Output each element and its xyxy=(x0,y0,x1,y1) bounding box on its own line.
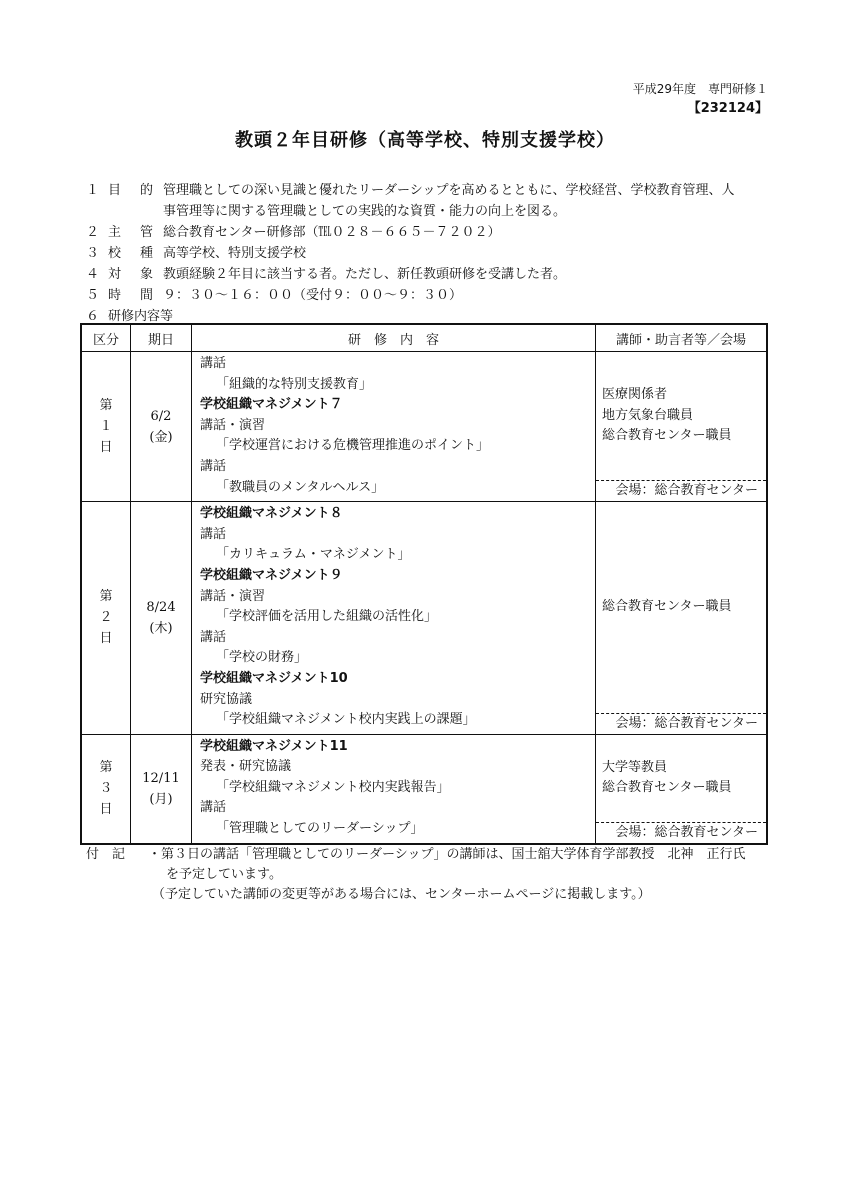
item-label xyxy=(108,243,163,264)
session-format: 講話 xyxy=(200,800,227,816)
day-label-char: 第 xyxy=(99,589,113,605)
overview-list xyxy=(86,180,776,327)
day-label-char: 第 xyxy=(99,760,113,776)
date-cell xyxy=(131,352,192,502)
item-label-char: 間 xyxy=(139,288,153,303)
schedule-row xyxy=(81,734,767,844)
day-label-char: ３ xyxy=(99,781,113,797)
item-label xyxy=(108,180,163,201)
schedule-table xyxy=(80,323,768,845)
date-value: 12/11 xyxy=(142,770,180,786)
day-label-char: ２ xyxy=(99,610,113,626)
page-title: 教頭２年目研修（高等学校、特別支援学校） xyxy=(235,130,615,151)
item-label-char: 象 xyxy=(139,267,153,282)
session-format: 講話・演習 xyxy=(200,588,266,604)
day-label-char: １ xyxy=(99,419,113,435)
lecture-topic: 「教職員のメンタルヘルス」 xyxy=(216,479,385,495)
lecturer-name: 総合教育センター職員 xyxy=(602,599,732,615)
lecture-topic: 「学校評価を活用した組織の活性化」 xyxy=(216,609,438,625)
item-label xyxy=(108,222,163,243)
item-number: ３ xyxy=(86,246,100,261)
note-line-1: ・第３日の講話「管理職としてのリーダーシップ」の講師は、国士舘大学体育学部教授 北神 正行氏 xyxy=(148,847,746,862)
session-title: 学校組織マネジメント11 xyxy=(200,738,348,754)
venue-label: 会場：総合教育センター xyxy=(596,713,766,734)
session-title: 学校組織マネジメント８ xyxy=(200,506,343,522)
item-value: ９：３０～１６：００（受付９：００～９：３０） xyxy=(163,288,463,303)
note-line-3: （予定していた講師の変更等がある場合には、センターホームページに掲載します。） xyxy=(152,887,651,902)
header-date: 期日 xyxy=(131,324,192,352)
session-title: 学校組織マネジメント10 xyxy=(200,670,348,686)
session-title: 学校組織マネジメント９ xyxy=(200,567,343,583)
item-label-char: 目 xyxy=(108,183,122,198)
header-lecturer: 講師・助言者等／会場 xyxy=(596,324,768,352)
weekday-value: (木) xyxy=(149,620,173,636)
item-number: ５ xyxy=(86,288,100,303)
note-label: 付 記 xyxy=(86,847,126,862)
day-label-char: 日 xyxy=(99,802,113,818)
date-value: 8/24 xyxy=(146,599,176,615)
day-label-cell xyxy=(81,734,131,844)
day-label-char: 日 xyxy=(99,440,113,456)
weekday-value: (金) xyxy=(149,429,173,445)
item-value-continued: 事管理等に関する管理職としての実践的な資質・能力の向上を図る。 xyxy=(163,204,567,219)
content-cell xyxy=(192,502,596,735)
overview-item xyxy=(86,285,776,306)
content-cell xyxy=(192,352,596,502)
lecturer-wrap xyxy=(596,735,766,843)
lecture-topic: 「学校組織マネジメント校内実践報告」 xyxy=(216,779,450,795)
header-course-code: 【232124】 xyxy=(687,101,768,116)
item-label-char: 管 xyxy=(139,225,153,240)
session-format: 講話 xyxy=(200,356,227,371)
lecture-topic: 「学校の財務」 xyxy=(216,650,308,666)
lecturer-cell xyxy=(596,502,768,735)
overview-item xyxy=(86,264,776,285)
item-label-char: 種 xyxy=(139,246,153,261)
lecturer-list xyxy=(596,735,766,822)
header-year-line: 平成29年度 専門研修１ xyxy=(632,82,768,96)
item-label xyxy=(108,285,163,306)
lecture-topic: 「管理職としてのリーダーシップ」 xyxy=(216,821,424,837)
header-kubun: 区分 xyxy=(81,324,131,352)
date-cell xyxy=(131,734,192,844)
overview-item xyxy=(86,243,776,264)
lecturer-cell xyxy=(596,352,768,502)
header-content: 研 修 内 容 xyxy=(192,324,596,352)
session-title: 学校組織マネジメント７ xyxy=(200,397,343,413)
lecturer-name: 総合教育センター職員 xyxy=(602,428,732,444)
schedule-row xyxy=(81,352,767,502)
lecture-topic: 「カリキュラム・マネジメント」 xyxy=(216,547,411,563)
item-label-char: 対 xyxy=(108,267,122,282)
lecturer-cell xyxy=(596,734,768,844)
session-format: 発表・研究協議 xyxy=(200,759,292,775)
item-label-char: 校 xyxy=(108,246,122,261)
overview-item xyxy=(86,222,776,243)
lecturer-wrap xyxy=(596,352,766,501)
day-label-cell xyxy=(81,502,131,735)
schedule-header-row xyxy=(81,324,767,352)
item-value: 研修内容等 xyxy=(108,309,174,324)
lecturer-name: 総合教育センター職員 xyxy=(602,780,732,796)
item-number: ４ xyxy=(86,267,100,282)
day-label-char: 日 xyxy=(99,631,113,647)
item-value: 管理職としての深い見識と優れたリーダーシップを高めるとともに、学校経営、学校教育管理、人 xyxy=(163,183,735,198)
lecturer-name: 医療関係者 xyxy=(602,387,668,403)
session-format: 研究協議 xyxy=(200,691,253,707)
session-format: 講話 xyxy=(200,458,227,474)
item-label-char: 的 xyxy=(139,183,153,198)
content-cell xyxy=(192,734,596,844)
note-line-2: を予定しています。 xyxy=(166,867,282,882)
day-label-char: 第 xyxy=(99,398,113,414)
lecturer-list xyxy=(596,352,766,480)
schedule-row xyxy=(81,502,767,735)
item-label-char: 時 xyxy=(108,288,122,303)
item-label xyxy=(108,264,163,285)
item-number: １ xyxy=(86,183,100,198)
lecturer-wrap xyxy=(596,502,766,734)
day-label-cell xyxy=(81,352,131,502)
venue-label: 会場：総合教育センター xyxy=(596,480,766,501)
item-value: 高等学校、特別支援学校 xyxy=(163,246,307,261)
lecture-topic: 「組織的な特別支援教育」 xyxy=(216,376,373,392)
date-cell xyxy=(131,502,192,735)
lecture-topic: 「学校運営における危機管理推進のポイント」 xyxy=(216,438,490,454)
item-value: 教頭経験２年目に該当する者。ただし、新任教頭研修を受講した者。 xyxy=(163,267,567,282)
note-section xyxy=(86,845,786,905)
session-format: 講話 xyxy=(200,526,227,542)
weekday-value: (月) xyxy=(149,791,173,807)
item-number: ６ xyxy=(86,309,100,324)
lecture-topic: 「学校組織マネジメント校内実践上の課題」 xyxy=(216,712,476,728)
item-label-char: 主 xyxy=(108,225,122,240)
overview-item xyxy=(86,180,776,201)
lecturer-name: 大学等教員 xyxy=(602,759,668,775)
venue-label: 会場：総合教育センター xyxy=(596,822,766,843)
session-format: 講話・演習 xyxy=(200,417,266,433)
item-value: 総合教育センター研修部（℡０２８－６６５－７２０２） xyxy=(163,225,501,240)
lecturer-list xyxy=(596,502,766,713)
item-number: ２ xyxy=(86,225,100,240)
lecturer-name: 地方気象台職員 xyxy=(602,407,694,423)
session-format: 講話 xyxy=(200,629,227,645)
date-value: 6/2 xyxy=(150,408,172,424)
